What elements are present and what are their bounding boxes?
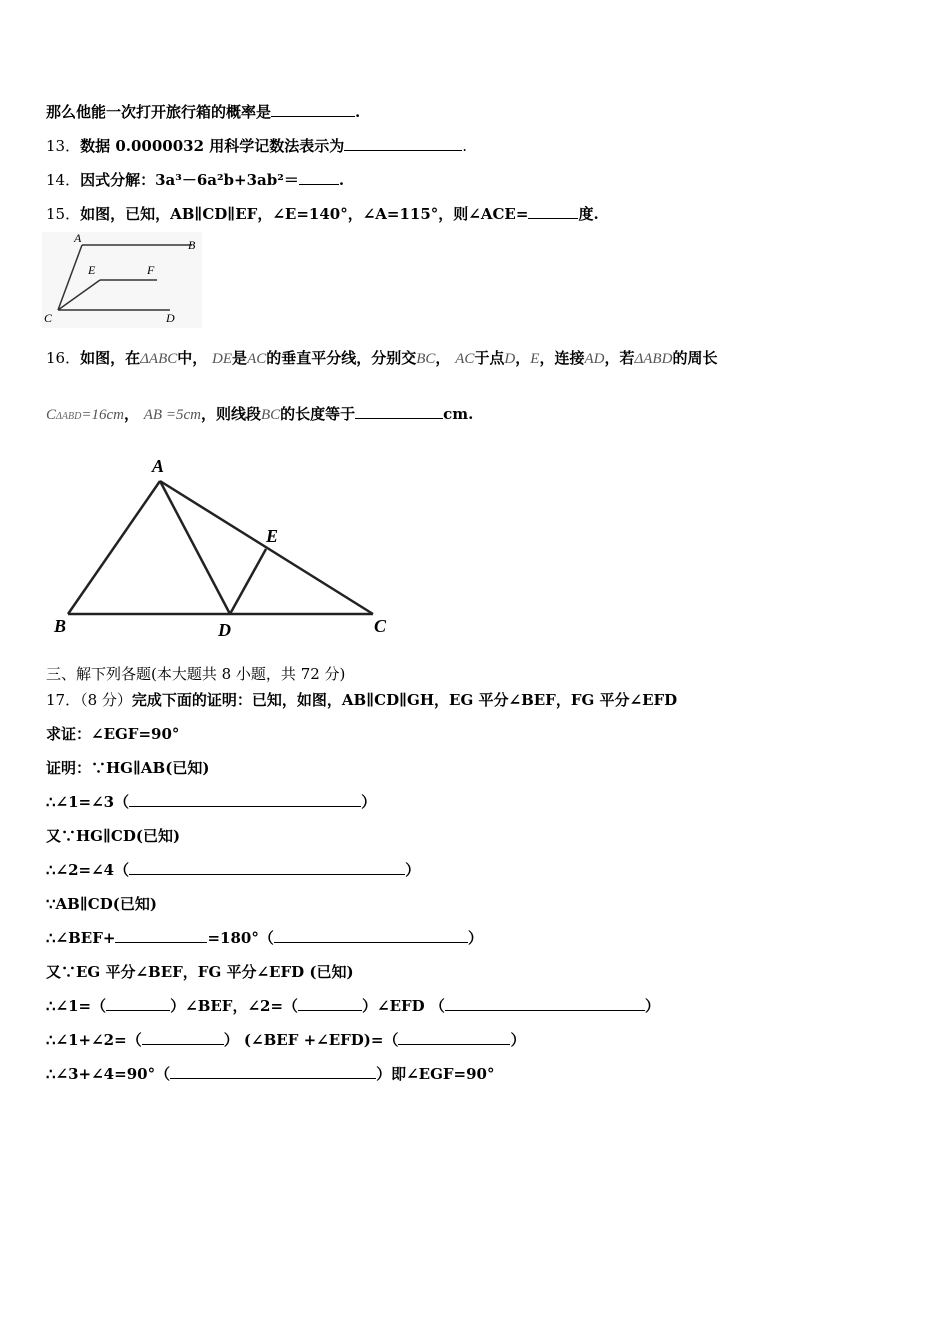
q17-step-2-end: ）: [361, 793, 377, 811]
q12-answer-blank[interactable]: [271, 102, 355, 117]
q16-ab-value: AB =5cm: [143, 407, 201, 423]
q15-text: 如图，已知，AB∥CD∥EF，∠E=140°，∠A=115°，则∠ACE=: [80, 205, 529, 223]
q16-de: DE: [212, 351, 233, 367]
q16-ad: AD: [584, 351, 605, 367]
q17-prove: 求证：∠EGF=90°: [46, 725, 180, 743]
q17-step-9-mid: ） (∠BEF +∠EFD)=（: [223, 1031, 399, 1049]
q17-step-9-text: ∴∠1+∠2=（: [46, 1031, 142, 1049]
q16-text-2: 中，: [177, 349, 208, 367]
segment-ab: [68, 481, 160, 614]
q17-step-6: [46, 928, 483, 948]
q17-step-6-end: ）: [467, 929, 483, 947]
q17-text: 完成下面的证明：已知，如图，AB∥CD∥GH，EG 平分∠BEF，FG 平分∠EFD: [131, 691, 678, 709]
q14-expression: 3a³－6a²b+3ab²＝: [155, 171, 299, 189]
q14-line: [46, 170, 344, 190]
q17-step-8-blank-1[interactable]: [106, 996, 170, 1011]
q17-step-4-end: ）: [405, 861, 421, 879]
q17-step-2: [46, 792, 376, 812]
q16-text-7: ，: [515, 349, 531, 367]
q17-step-6-mid: =180°（: [207, 929, 274, 947]
q17-number: 17．: [46, 691, 81, 709]
q16-text-12: ，则线段: [200, 405, 261, 423]
q17-step-8-end: ）: [644, 997, 660, 1015]
label-c: C: [374, 616, 387, 636]
label-c: C: [44, 311, 53, 325]
q16-text-5: ，: [435, 349, 451, 367]
q17-step-8-blank-2[interactable]: [298, 996, 362, 1011]
q17-step-10-blank[interactable]: [170, 1064, 376, 1079]
q17-step-6-text: ∴∠BEF+: [46, 929, 116, 947]
q16-text-6: 于点: [474, 349, 505, 367]
label-e: E: [88, 263, 96, 277]
q16-line-2: [46, 404, 473, 427]
segment-de: [230, 549, 266, 614]
q17-step-4-blank[interactable]: [129, 860, 405, 875]
q16-line-1: [46, 348, 717, 369]
q17-step-7: 又∵EG 平分∠BEF，FG 平分∠EFD (已知): [46, 963, 354, 981]
q12-end: .: [355, 103, 361, 121]
q14-end: .: [338, 171, 345, 189]
q15-figure: [42, 232, 202, 328]
q17-step-4: [46, 860, 420, 880]
q16-text-9: ，若: [604, 349, 635, 367]
q16-triangle-abd: ΔABD: [634, 351, 673, 367]
q16-text-3: 是: [232, 349, 248, 367]
q17-step-4-text: ∴∠2=∠4（: [46, 861, 130, 879]
label-d: D: [218, 620, 231, 640]
q17-step-8-mid-1: ）∠BEF，∠2=（: [170, 997, 299, 1015]
q16-text-11: ，: [123, 405, 139, 423]
q13-answer-blank[interactable]: [344, 136, 462, 151]
q17-step-8: [46, 996, 660, 1016]
label-f: F: [147, 263, 155, 277]
q15-number: 15．: [46, 205, 81, 223]
q17-step-6-blank-1[interactable]: [115, 928, 207, 943]
q17-step-9-blank-1[interactable]: [142, 1030, 224, 1045]
q12-text: 那么他能一次打开旅行箱的概率是: [46, 103, 272, 121]
q17-step-2-text: ∴∠1=∠3（: [46, 793, 130, 811]
q16-bc-2: BC: [260, 407, 281, 423]
q16-perimeter-subscript: ΔABD: [56, 411, 82, 422]
q17-step-9-end: ）: [510, 1031, 526, 1049]
q15-end: 度.: [578, 205, 599, 223]
q17-score: （8 分）: [80, 691, 132, 709]
q16-answer-blank[interactable]: [355, 404, 443, 419]
q16-text-8: ，连接: [539, 349, 585, 367]
q14-number: 14．: [46, 171, 81, 189]
q17-step-6-blank-2[interactable]: [274, 928, 468, 943]
q16-ac: AC: [247, 351, 267, 367]
q17-step-8-blank-3[interactable]: [445, 996, 645, 1011]
label-b: B: [54, 616, 67, 636]
q17-step-5: ∵AB∥CD(已知): [46, 895, 157, 913]
q17-step-9: [46, 1030, 525, 1050]
q13-number: 13．: [46, 137, 81, 155]
q17-step-10-end: ）即∠EGF=90°: [376, 1065, 495, 1083]
q16-bc: BC: [416, 351, 436, 367]
q17-step-10: [46, 1064, 494, 1084]
q16-text-1: 如图，在: [80, 349, 141, 367]
q17-step-2-blank[interactable]: [129, 792, 361, 807]
q16-number: 16．: [46, 349, 81, 367]
q17-step-10-text: ∴∠3+∠4=90°（: [46, 1065, 171, 1083]
q16-point-e: E: [530, 351, 540, 367]
segment-ac: [160, 481, 373, 614]
q16-text-4: 的垂直平分线，分别交: [266, 349, 417, 367]
q17-step-8-mid-2: ）∠EFD （: [362, 997, 445, 1015]
q12-line: [46, 102, 360, 122]
q15-answer-blank[interactable]: [528, 204, 578, 219]
q17-step-9-blank-2[interactable]: [398, 1030, 510, 1045]
q14-text: 因式分解：: [80, 171, 156, 189]
label-b: B: [188, 238, 196, 252]
q15-line: [46, 204, 599, 224]
q13-line: [46, 136, 467, 156]
q17-stem: [46, 690, 677, 710]
q14-answer-blank[interactable]: [299, 170, 339, 185]
q17-step-3: 又∵HG∥CD(已知): [46, 827, 181, 845]
q16-text-10: 的周长: [672, 349, 718, 367]
q17-step-1: 证明：∵HG∥AB(已知): [46, 759, 210, 777]
q16-triangle-abc: ΔABC: [140, 351, 178, 367]
q13-end: .: [462, 137, 468, 155]
q16-figure: [48, 452, 398, 642]
q16-point-d: D: [504, 351, 516, 367]
q16-perimeter-value: =16cm: [81, 407, 124, 423]
q16-end: cm.: [443, 405, 474, 423]
q16-perimeter-symbol: C: [46, 407, 57, 423]
label-e: E: [266, 526, 279, 546]
label-a: A: [74, 232, 82, 245]
segment-ad: [160, 481, 230, 614]
q16-text-13: 的长度等于: [280, 405, 356, 423]
q17-step-8-text: ∴∠1=（: [46, 997, 107, 1015]
label-d: D: [166, 311, 175, 325]
q16-ac-2: AC: [455, 351, 475, 367]
section-3-heading: 三、解下列各题(本大题共 8 小题，共 72 分): [46, 665, 346, 683]
q13-text: 数据 0.0000032 用科学记数法表示为: [80, 137, 345, 155]
label-a: A: [152, 456, 165, 476]
